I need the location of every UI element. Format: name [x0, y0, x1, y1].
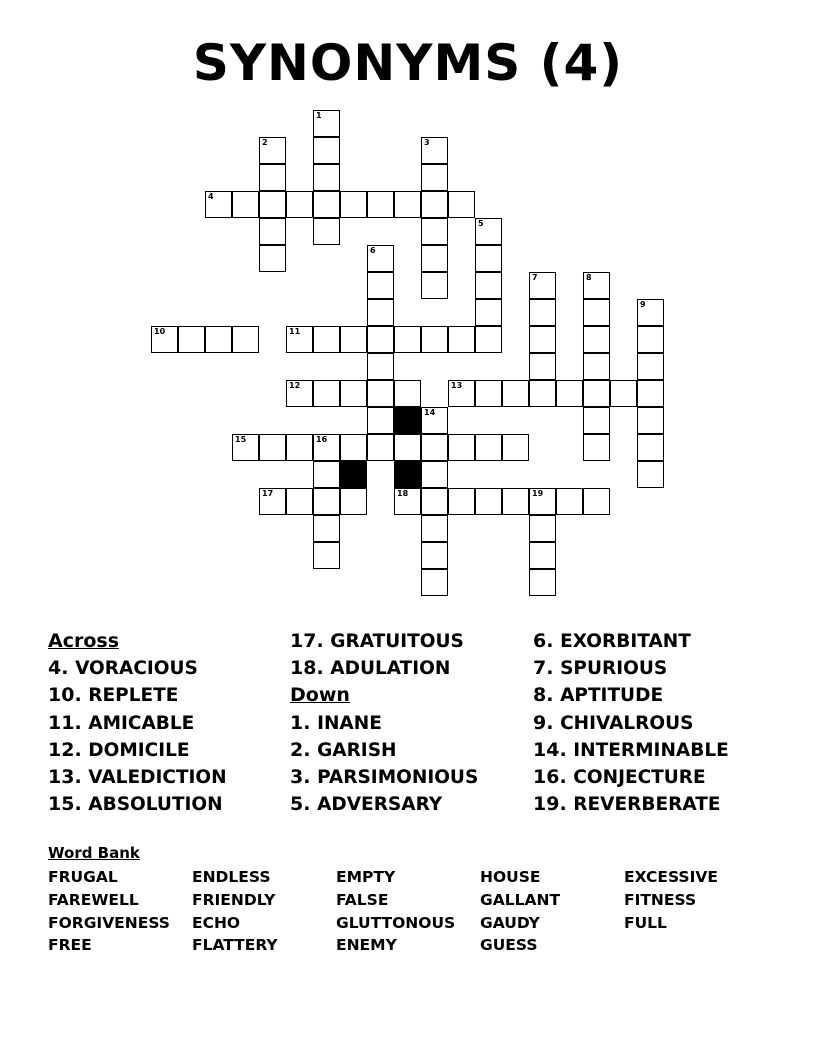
word-bank-word: GUESS: [480, 936, 538, 955]
clue-number: 1: [316, 111, 322, 120]
grid-cell[interactable]: [529, 515, 556, 542]
clue-number: 2: [262, 138, 268, 147]
grid-cell[interactable]: [205, 191, 232, 218]
clue-text: ADULATION: [330, 658, 451, 680]
grid-cell[interactable]: [259, 488, 286, 515]
grid-cell[interactable]: [421, 488, 448, 515]
clue: [533, 628, 729, 655]
grid-cell[interactable]: [286, 191, 313, 218]
clue-text: PARSIMONIOUS: [317, 767, 479, 789]
grid-cell[interactable]: [259, 164, 286, 191]
grid-cell[interactable]: [286, 380, 313, 407]
grid-cell[interactable]: [286, 326, 313, 353]
clue: [290, 710, 478, 737]
word-bank-word: FRUGAL: [48, 868, 118, 886]
clue-text: APTITUDE: [560, 685, 664, 707]
grid-cell[interactable]: [421, 542, 448, 569]
word-bank-word: ECHO: [192, 913, 241, 932]
grid-cell[interactable]: [637, 461, 664, 488]
grid-cell[interactable]: [313, 110, 340, 137]
grid-cell[interactable]: [313, 434, 340, 461]
grid-cell[interactable]: [421, 245, 448, 272]
clues-column-1: [48, 628, 227, 818]
grid-cell[interactable]: [583, 353, 610, 380]
clue-number: 5: [478, 219, 484, 228]
clue-number: 11.: [48, 711, 89, 734]
grid-cell[interactable]: [313, 461, 340, 488]
grid-cell[interactable]: [151, 326, 178, 353]
clue-number: 8.: [533, 684, 561, 707]
word-bank-column: [480, 866, 560, 957]
grid-cell[interactable]: [259, 245, 286, 272]
clue-number: 9: [640, 300, 646, 309]
grid-cell[interactable]: [367, 434, 394, 461]
black-square: [394, 461, 421, 488]
black-square: [394, 407, 421, 434]
grid-cell[interactable]: [367, 380, 394, 407]
word-bank-word: FULL: [624, 913, 667, 932]
word-bank-column: [48, 866, 170, 957]
down-heading: Down: [290, 684, 350, 707]
word-bank-word: GLUTTONOUS: [336, 913, 456, 932]
clue: [533, 655, 729, 682]
clue-text: REPLETE: [88, 685, 179, 707]
clue-text: VORACIOUS: [75, 658, 198, 680]
grid-cell[interactable]: [529, 272, 556, 299]
clue: [48, 710, 227, 737]
grid-cell[interactable]: [637, 434, 664, 461]
clue: [48, 764, 227, 791]
clue-number: 10.: [48, 684, 89, 707]
grid-cell[interactable]: [367, 299, 394, 326]
word-bank-word: HOUSE: [480, 868, 541, 886]
grid-cell[interactable]: [610, 380, 637, 407]
grid-cell[interactable]: [583, 299, 610, 326]
word-bank-word: FITNESS: [624, 890, 697, 909]
grid-cell[interactable]: [529, 569, 556, 596]
clue-number: 19.: [533, 793, 574, 816]
clue-text: REVERBERATE: [573, 794, 721, 816]
grid-cell[interactable]: [421, 191, 448, 218]
grid-cell[interactable]: [367, 272, 394, 299]
clue-number: 10: [154, 327, 166, 336]
clue-number: 3.: [290, 766, 318, 789]
clue-number: 2.: [290, 738, 318, 761]
clue-text: AMICABLE: [88, 712, 195, 734]
grid-cell[interactable]: [475, 434, 502, 461]
grid-cell[interactable]: [475, 380, 502, 407]
grid-cell[interactable]: [529, 353, 556, 380]
grid-cell[interactable]: [421, 137, 448, 164]
grid-cell[interactable]: [448, 191, 475, 218]
grid-cell[interactable]: [529, 299, 556, 326]
grid-cell[interactable]: [475, 488, 502, 515]
clue-number: 13: [451, 381, 463, 390]
clue-number: 6.: [533, 630, 561, 652]
word-bank-word: EMPTY: [336, 868, 396, 886]
grid-cell[interactable]: [367, 353, 394, 380]
grid-cell[interactable]: [448, 380, 475, 407]
grid-cell[interactable]: [448, 488, 475, 515]
grid-cell[interactable]: [340, 488, 367, 515]
word-bank-word: FORGIVENESS: [48, 913, 170, 932]
grid-cell[interactable]: [583, 434, 610, 461]
clue-number: 17: [262, 489, 274, 498]
grid-cell[interactable]: [421, 434, 448, 461]
grid-cell[interactable]: [259, 191, 286, 218]
clue: [533, 737, 729, 764]
black-square: [340, 461, 367, 488]
word-bank-column: [192, 866, 278, 957]
clue-text: SPURIOUS: [560, 658, 668, 680]
grid-cell[interactable]: [502, 380, 529, 407]
grid-cell[interactable]: [637, 353, 664, 380]
clue: [533, 764, 729, 791]
grid-cell[interactable]: [313, 164, 340, 191]
grid-cell[interactable]: [394, 434, 421, 461]
clue-number: 15.: [48, 793, 89, 816]
grid-cell[interactable]: [313, 326, 340, 353]
grid-cell[interactable]: [529, 542, 556, 569]
clue-number: 18.: [290, 657, 331, 680]
grid-cell[interactable]: [178, 326, 205, 353]
grid-cell[interactable]: [259, 218, 286, 245]
clue-text: EXORBITANT: [560, 631, 691, 652]
grid-cell[interactable]: [340, 191, 367, 218]
grid-cell[interactable]: [259, 137, 286, 164]
clue-text: VALEDICTION: [88, 767, 227, 789]
clue: [533, 682, 729, 709]
grid-cell[interactable]: [583, 488, 610, 515]
clue: [290, 791, 478, 818]
grid-cell[interactable]: [583, 326, 610, 353]
grid-cell[interactable]: [637, 407, 664, 434]
clue-text: GRATUITOUS: [330, 631, 464, 652]
clue-number: 14.: [533, 738, 574, 761]
grid-cell[interactable]: [448, 434, 475, 461]
clues-column-3: [533, 628, 729, 818]
word-bank-word: GAUDY: [480, 913, 540, 932]
clue-number: 13.: [48, 766, 89, 789]
clue-text: DOMICILE: [88, 739, 190, 761]
grid-cell[interactable]: [286, 488, 313, 515]
clue-number: 7.: [533, 657, 561, 680]
grid-cell[interactable]: [394, 488, 421, 515]
clue-number: 11: [289, 327, 301, 336]
puzzle-title: SYNONYMS (4): [192, 34, 624, 92]
clue: [290, 655, 478, 682]
grid-cell[interactable]: [502, 488, 529, 515]
grid-cell[interactable]: [583, 272, 610, 299]
clue-number: 14: [424, 408, 436, 417]
grid-cell[interactable]: [259, 434, 286, 461]
word-bank-word: ENEMY: [336, 936, 397, 955]
clue: [290, 737, 478, 764]
grid-cell[interactable]: [394, 326, 421, 353]
grid-cell[interactable]: [556, 488, 583, 515]
clue-text: INTERMINABLE: [573, 739, 729, 761]
grid-cell[interactable]: [394, 191, 421, 218]
clue-number: 12: [289, 381, 301, 390]
clue: [290, 764, 478, 791]
word-bank-word: FAREWELL: [48, 890, 139, 909]
clue-number: 12.: [48, 738, 89, 761]
grid-cell[interactable]: [340, 326, 367, 353]
word-bank-heading: Word Bank: [48, 844, 140, 862]
grid-cell[interactable]: [421, 272, 448, 299]
grid-cell[interactable]: [205, 326, 232, 353]
clue-number: 16: [316, 435, 328, 444]
clue-number: 1.: [290, 711, 318, 734]
word-bank-word: FREE: [48, 936, 92, 955]
grid-cell[interactable]: [448, 326, 475, 353]
clue-text: CHIVALROUS: [560, 712, 694, 734]
word-bank-word: EXCESSIVE: [624, 868, 718, 886]
word-bank-word: ENDLESS: [192, 868, 271, 886]
grid-cell[interactable]: [367, 407, 394, 434]
clue: [48, 655, 227, 682]
grid-cell[interactable]: [340, 380, 367, 407]
clue: [48, 737, 227, 764]
grid-cell[interactable]: [475, 245, 502, 272]
clue: [290, 628, 478, 655]
clue: [533, 791, 729, 818]
grid-cell[interactable]: [421, 569, 448, 596]
grid-cell[interactable]: [367, 191, 394, 218]
clue: [533, 710, 729, 737]
clue-text: INANE: [317, 712, 382, 734]
grid-cell[interactable]: [340, 434, 367, 461]
clue-number: 7: [532, 273, 538, 282]
grid-cell[interactable]: [313, 515, 340, 542]
grid-cell[interactable]: [421, 461, 448, 488]
grid-cell[interactable]: [475, 299, 502, 326]
grid-cell[interactable]: [421, 164, 448, 191]
grid-cell[interactable]: [475, 218, 502, 245]
grid-cell[interactable]: [421, 515, 448, 542]
grid-cell[interactable]: [286, 434, 313, 461]
clue-number: 6: [370, 246, 376, 255]
word-bank-word: FRIENDLY: [192, 890, 276, 909]
clue-text: ABSOLUTION: [88, 794, 223, 816]
grid-cell[interactable]: [313, 191, 340, 218]
grid-cell[interactable]: [367, 326, 394, 353]
grid-cell[interactable]: [529, 326, 556, 353]
grid-cell[interactable]: [637, 299, 664, 326]
clue-text: CONJECTURE: [573, 767, 706, 789]
clue-text: ADVERSARY: [317, 794, 443, 816]
grid-cell[interactable]: [583, 380, 610, 407]
clue-number: 17.: [290, 630, 331, 652]
grid-cell[interactable]: [313, 542, 340, 569]
grid-cell[interactable]: [313, 137, 340, 164]
grid-cell[interactable]: [421, 326, 448, 353]
grid-cell[interactable]: [475, 326, 502, 353]
clue-number: 15: [235, 435, 247, 444]
grid-cell[interactable]: [313, 380, 340, 407]
grid-cell[interactable]: [556, 380, 583, 407]
across-heading: Across: [48, 630, 120, 652]
clue: [48, 682, 227, 709]
clue-number: 9.: [533, 711, 561, 734]
word-bank-column: [336, 866, 455, 957]
grid-cell[interactable]: [475, 272, 502, 299]
clue-number: 8: [586, 273, 592, 282]
clue-number: 19: [532, 489, 544, 498]
grid-cell[interactable]: [232, 434, 259, 461]
clue-text: GARISH: [317, 739, 397, 761]
word-bank-word: FALSE: [336, 890, 389, 909]
grid-cell[interactable]: [232, 191, 259, 218]
grid-cell[interactable]: [529, 488, 556, 515]
grid-cell[interactable]: [313, 218, 340, 245]
clue: [48, 791, 227, 818]
clue-number: 4.: [48, 657, 76, 680]
grid-cell[interactable]: [313, 488, 340, 515]
word-bank-column: [624, 866, 718, 934]
clue-number: 16.: [533, 766, 574, 789]
grid-cell[interactable]: [421, 218, 448, 245]
grid-cell[interactable]: [367, 245, 394, 272]
clue-number: 5.: [290, 793, 318, 816]
grid-cell[interactable]: [637, 380, 664, 407]
clues-column-2: [290, 628, 478, 818]
grid-cell[interactable]: [394, 380, 421, 407]
word-bank-word: FLATTERY: [192, 936, 278, 955]
clue-number: 18: [397, 489, 409, 498]
grid-cell[interactable]: [502, 434, 529, 461]
grid-cell[interactable]: [637, 326, 664, 353]
clue-number: 3: [424, 138, 430, 147]
grid-cell[interactable]: [583, 407, 610, 434]
grid-cell[interactable]: [232, 326, 259, 353]
word-bank-word: GALLANT: [480, 890, 561, 909]
grid-cell[interactable]: [421, 407, 448, 434]
clue-number: 4: [208, 192, 214, 201]
grid-cell[interactable]: [529, 380, 556, 407]
